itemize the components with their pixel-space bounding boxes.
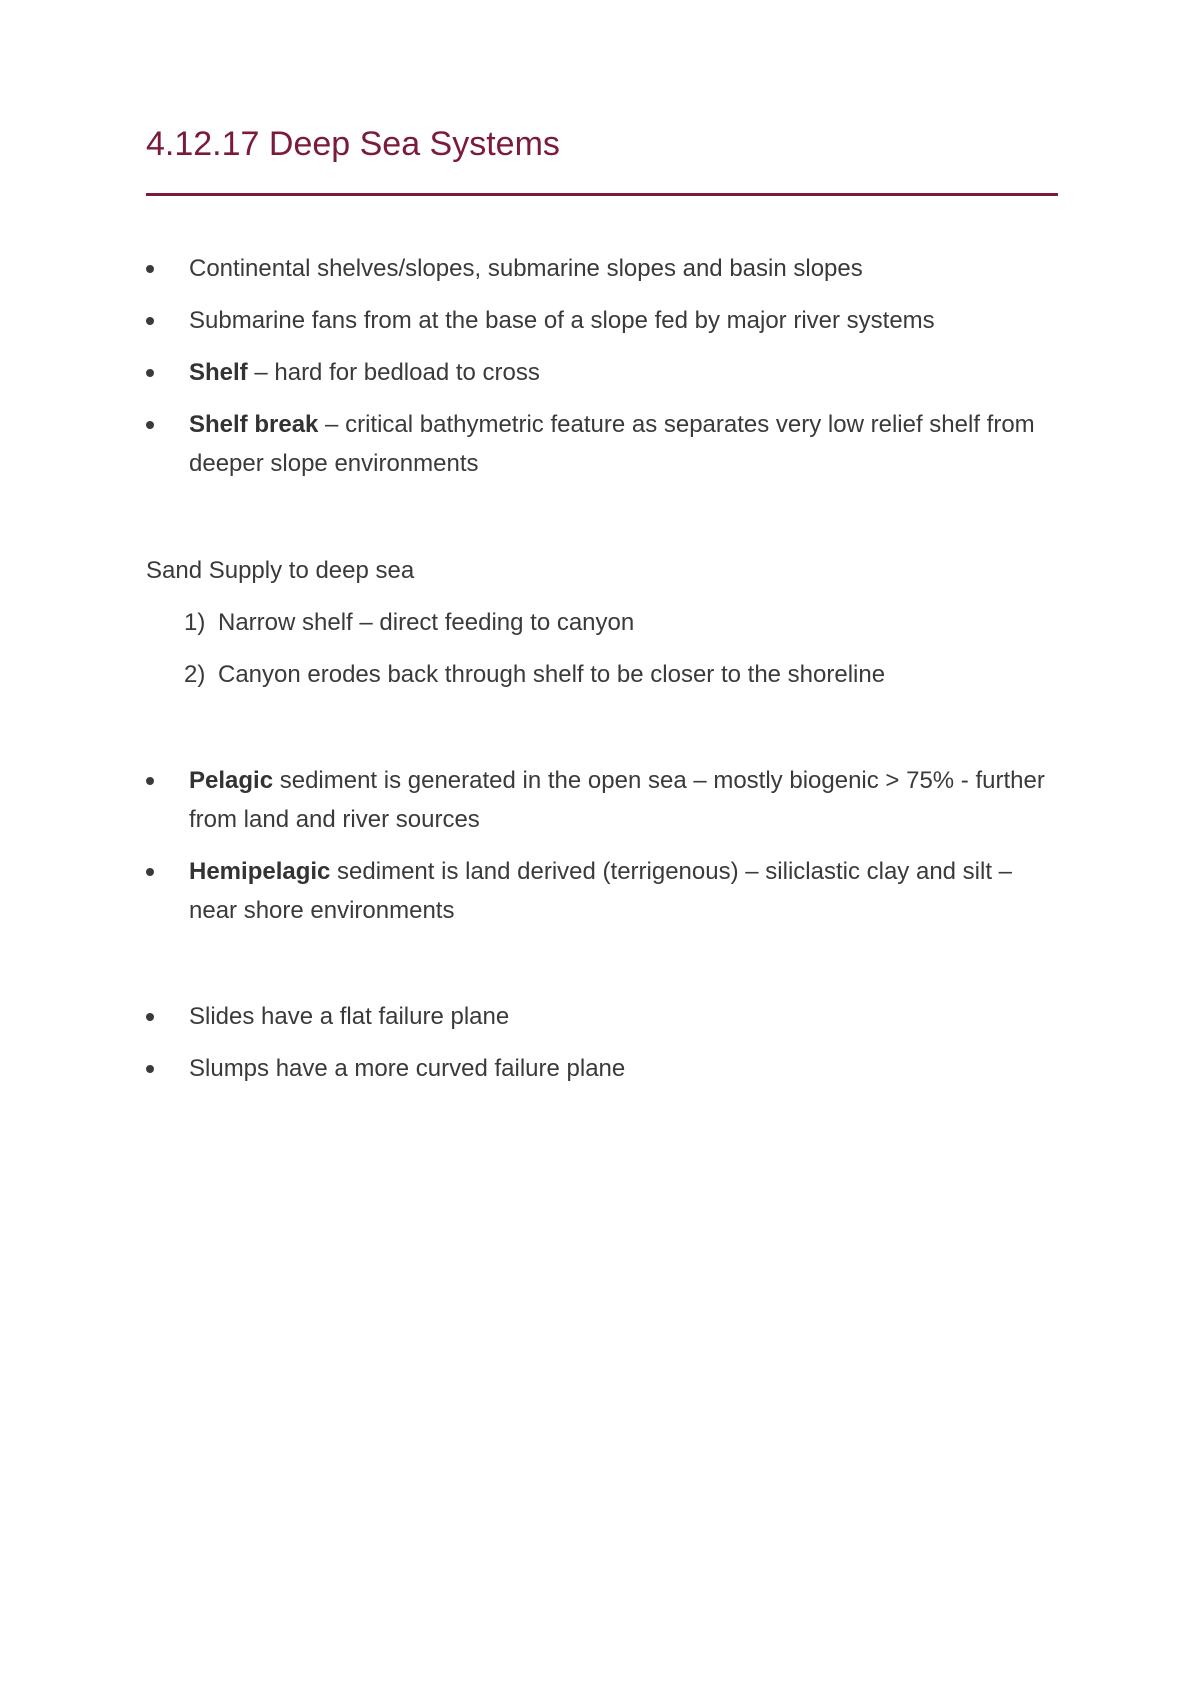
list-item — [146, 761, 1066, 839]
list-item — [146, 405, 1066, 483]
numbered-item — [146, 603, 1066, 642]
title-underline — [146, 193, 1058, 196]
list-item-term: Shelf — [189, 359, 248, 386]
bullet-list-sediment — [146, 761, 1066, 943]
bullet-icon — [146, 369, 154, 377]
list-item-text: Slides have a flat failure plane — [189, 1003, 510, 1030]
numbered-list-sand-supply — [146, 603, 1066, 707]
list-item-text: sediment is generated in the open sea – mostly biogenic > 75% - further from land and river sources — [189, 767, 1045, 833]
list-item-text: – critical bathymetric feature as separates very low relief shelf from deeper slope environments — [189, 411, 1035, 477]
bullet-icon — [146, 777, 154, 785]
list-item — [146, 249, 1066, 288]
numbered-item — [146, 655, 1066, 694]
bullet-icon — [146, 421, 154, 429]
list-item — [146, 852, 1066, 930]
list-item-text: Submarine fans from at the base of a slope fed by major river systems — [189, 307, 935, 334]
list-item — [146, 997, 1066, 1036]
bullet-icon — [146, 1065, 154, 1073]
bullet-icon — [146, 1013, 154, 1021]
bullet-list-failure — [146, 997, 1066, 1101]
list-item-text: – hard for bedload to cross — [247, 359, 540, 386]
bullet-icon — [146, 868, 154, 876]
bullet-icon — [146, 265, 154, 273]
item-number: 1) — [184, 609, 206, 636]
list-item-term: Pelagic — [189, 767, 274, 794]
bullet-icon — [146, 317, 154, 325]
list-item-term: Shelf break — [189, 411, 319, 438]
section-heading-sand-supply: Sand Supply to deep sea — [146, 557, 415, 584]
list-item-term: Hemipelagic — [189, 858, 331, 885]
bullet-list-overview — [146, 249, 1066, 496]
list-item — [146, 301, 1066, 340]
numbered-item-text: Canyon erodes back through shelf to be closer to the shoreline — [218, 661, 886, 688]
list-item-text: sediment is land derived (terrigenous) – siliclastic clay and silt – near shore environments — [189, 858, 1013, 924]
list-item — [146, 1049, 1066, 1088]
list-item-text: Slumps have a more curved failure plane — [189, 1055, 626, 1082]
page-title: 4.12.17 Deep Sea Systems — [146, 125, 560, 163]
numbered-item-text: Narrow shelf – direct feeding to canyon — [218, 609, 635, 636]
list-item — [146, 353, 1066, 392]
list-item-text: Continental shelves/slopes, submarine slopes and basin slopes — [189, 255, 863, 282]
item-number: 2) — [184, 661, 206, 688]
